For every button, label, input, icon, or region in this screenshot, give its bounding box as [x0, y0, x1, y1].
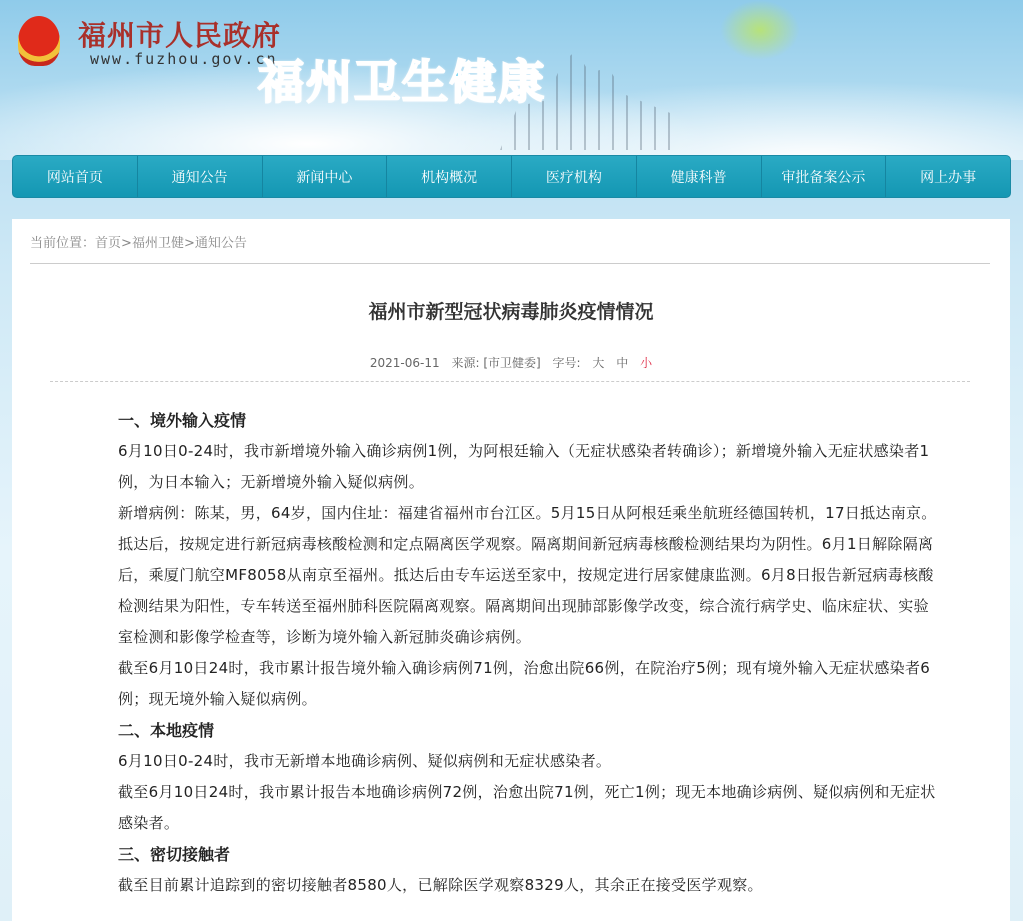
paragraph: 6月10日0-24时，我市无新增本地确诊病例、疑似病例和无症状感染者。 — [118, 752, 612, 770]
breadcrumb-fzwj[interactable]: 福州卫健 — [131, 236, 184, 251]
article-source: 来源: [市卫健委] — [451, 356, 541, 370]
article-title: 福州市新型冠状病毒肺炎疫情情况 — [368, 301, 654, 323]
nav-notices[interactable]: 通知公告 — [138, 156, 263, 197]
paragraph: 截至6月10日24时，我市累计报告境外输入确诊病例71例，治愈出院66例，在院治疗5例；现有境外输入无症状感染者6例；现无境外输入疑似病例。 — [118, 659, 931, 708]
site-title: 福州卫生健康 — [258, 55, 546, 109]
section-heading: 二、本地疫情 — [118, 721, 215, 740]
gov-name[interactable]: 福州市人民政府 — [78, 19, 282, 52]
breadcrumb-sep: > — [121, 236, 132, 251]
article-date: 2021-06-11 — [369, 356, 440, 370]
paragraph: 截至6月10日24时，我市累计报告本地确诊病例72例，治愈出院71例，死亡1例；现无本地确诊病例、疑似病例和无症状感染者。 — [118, 783, 936, 832]
breadcrumb — [30, 232, 247, 251]
main-nav — [12, 155, 1011, 198]
font-size-large[interactable]: 大 — [592, 356, 605, 370]
nav-about[interactable]: 机构概况 — [387, 156, 512, 197]
national-emblem-icon — [18, 16, 60, 66]
content-panel — [12, 219, 1010, 921]
breadcrumb-label: 当前位置： — [30, 236, 96, 251]
breadcrumb-home[interactable]: 首页 — [95, 236, 122, 251]
divider — [30, 263, 990, 264]
breadcrumb-sep: > — [183, 236, 195, 251]
breadcrumb-notices[interactable]: 通知公告 — [194, 236, 247, 251]
font-size-small[interactable]: 小 — [640, 356, 653, 370]
paragraph: 新增病例：陈某，男，64岁，国内住址：福建省福州市台江区。5月15日从阿根廷乘坐航班经德国转机，17日抵达南京。抵达后，按规定进行新冠病毒核酸检测和定点隔离医学观察。隔离期间新冠病毒核酸检测结果均为阴性。6月1日解除隔离后，乘厦门航空MF8058从南京至福州。抵达后由专车运送至家中，按规定进行居家健康监测。6月8日报告新冠病毒核酸检测结果为阳性，专车转送至福州肺科医院隔离观察。隔离期间出现肺部影像学改变，综合流行病学史、临床症状、实验室检测和影像学检查等，诊断为境外输入新冠肺炎确诊病例。 — [118, 504, 937, 646]
dashed-divider — [50, 381, 970, 382]
paragraph: 6月10日0-24时，我市新增境外输入确诊病例1例，为阿根廷输入（无症状感染者转确诊）；新增境外输入无症状感染者1例，为日本输入；无新增境外输入疑似病例。 — [118, 442, 930, 491]
paragraph: 截至目前累计追踪到的密切接触者8580人，已解除医学观察8329人，其余正在接受医学观察。 — [118, 876, 763, 894]
nav-approval[interactable]: 审批备案公示 — [762, 156, 887, 197]
nav-online-services[interactable]: 网上办事 — [920, 169, 977, 186]
section-heading: 一、境外输入疫情 — [118, 411, 247, 430]
nav-health-science[interactable]: 健康科普 — [637, 156, 762, 197]
nav-home[interactable]: 网站首页 — [13, 156, 138, 197]
nav-medical-institutions[interactable]: 医疗机构 — [512, 156, 637, 197]
article-body — [118, 405, 938, 901]
font-size-label: 字号: — [552, 356, 581, 370]
header-banner — [0, 0, 1023, 160]
nav-news[interactable]: 新闻中心 — [263, 156, 388, 197]
article-meta — [12, 354, 1010, 371]
section-heading: 三、密切接触者 — [118, 845, 231, 864]
leaves-decoration — [720, 0, 800, 60]
gov-url[interactable]: www.fuzhou.gov.cn — [90, 50, 278, 68]
font-size-medium[interactable]: 中 — [616, 356, 629, 370]
